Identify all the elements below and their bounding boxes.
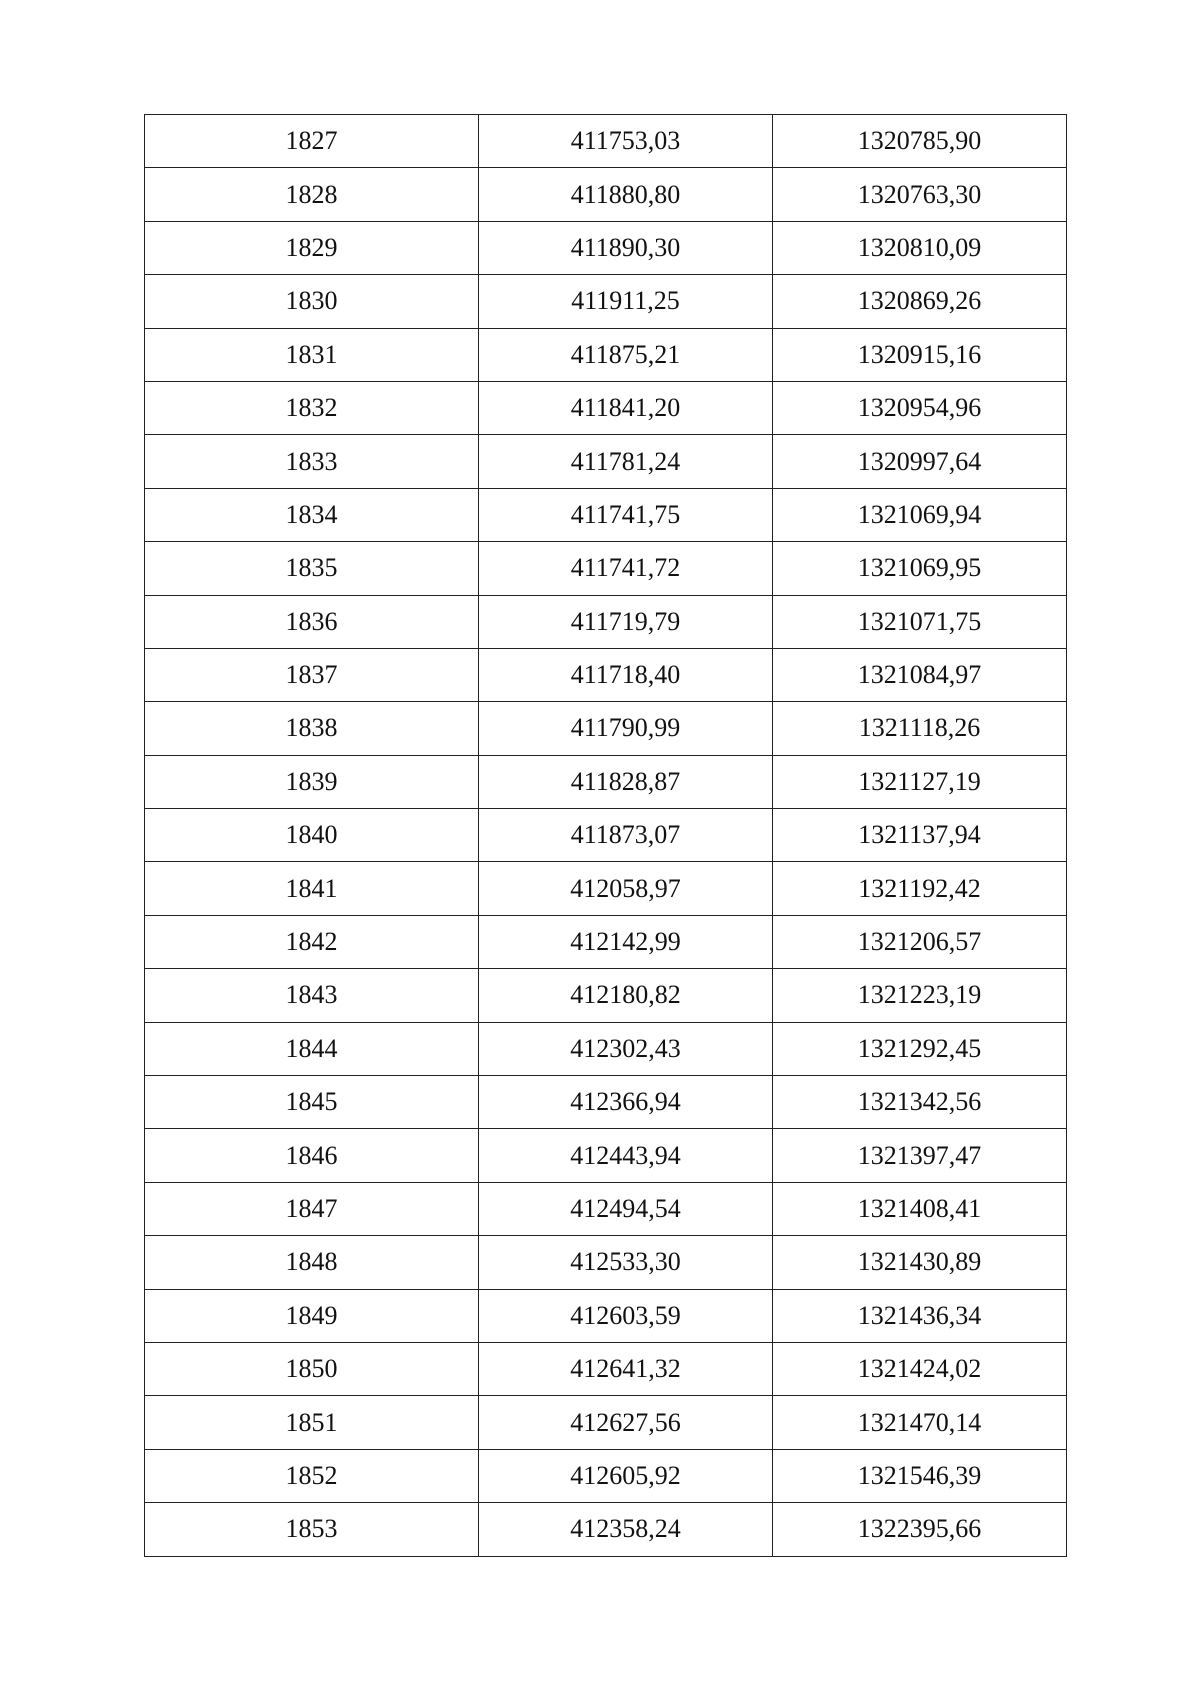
point-number-cell: 1832: [145, 381, 479, 434]
y-coordinate-cell: 1321223,19: [773, 969, 1067, 1022]
y-coordinate-cell: 1321192,42: [773, 862, 1067, 915]
x-coordinate-cell: 412058,97: [479, 862, 773, 915]
table-row: [145, 595, 1067, 648]
x-coordinate-cell: 411718,40: [479, 648, 773, 701]
point-number-cell: 1846: [145, 1129, 479, 1182]
point-number-cell: 1837: [145, 648, 479, 701]
y-coordinate-cell: 1321137,94: [773, 809, 1067, 862]
coordinates-table: [144, 114, 1067, 1557]
point-number-cell: 1844: [145, 1022, 479, 1075]
y-coordinate-cell: 1321397,47: [773, 1129, 1067, 1182]
y-coordinate-cell: 1320763,30: [773, 168, 1067, 221]
x-coordinate-cell: 411719,79: [479, 595, 773, 648]
x-coordinate-cell: 411741,75: [479, 488, 773, 541]
x-coordinate-cell: 412366,94: [479, 1076, 773, 1129]
table-row: [145, 702, 1067, 755]
x-coordinate-cell: 411875,21: [479, 328, 773, 381]
point-number-cell: 1843: [145, 969, 479, 1022]
point-number-cell: 1850: [145, 1342, 479, 1395]
x-coordinate-cell: 412533,30: [479, 1236, 773, 1289]
point-number-cell: 1833: [145, 435, 479, 488]
y-coordinate-cell: 1321118,26: [773, 702, 1067, 755]
y-coordinate-cell: 1320915,16: [773, 328, 1067, 381]
y-coordinate-cell: 1321071,75: [773, 595, 1067, 648]
table-row: [145, 755, 1067, 808]
x-coordinate-cell: 412142,99: [479, 915, 773, 968]
x-coordinate-cell: 412358,24: [479, 1503, 773, 1556]
point-number-cell: 1827: [145, 115, 479, 168]
x-coordinate-cell: 412627,56: [479, 1396, 773, 1449]
y-coordinate-cell: 1321424,02: [773, 1342, 1067, 1395]
table-row: [145, 809, 1067, 862]
x-coordinate-cell: 412603,59: [479, 1289, 773, 1342]
x-coordinate-cell: 411911,25: [479, 275, 773, 328]
y-coordinate-cell: 1321127,19: [773, 755, 1067, 808]
y-coordinate-cell: 1321430,89: [773, 1236, 1067, 1289]
x-coordinate-cell: 411790,99: [479, 702, 773, 755]
y-coordinate-cell: 1320810,09: [773, 221, 1067, 274]
x-coordinate-cell: 411781,24: [479, 435, 773, 488]
x-coordinate-cell: 411890,30: [479, 221, 773, 274]
y-coordinate-cell: 1321292,45: [773, 1022, 1067, 1075]
table-row: [145, 1182, 1067, 1235]
table-row: [145, 115, 1067, 168]
table-row: [145, 1396, 1067, 1449]
table-row: [145, 542, 1067, 595]
coordinates-table-body: [145, 115, 1067, 1557]
table-row: [145, 969, 1067, 1022]
point-number-cell: 1849: [145, 1289, 479, 1342]
table-row: [145, 488, 1067, 541]
y-coordinate-cell: 1321206,57: [773, 915, 1067, 968]
y-coordinate-cell: 1322395,66: [773, 1503, 1067, 1556]
point-number-cell: 1842: [145, 915, 479, 968]
x-coordinate-cell: 412180,82: [479, 969, 773, 1022]
y-coordinate-cell: 1320954,96: [773, 381, 1067, 434]
table-row: [145, 435, 1067, 488]
y-coordinate-cell: 1321408,41: [773, 1182, 1067, 1235]
table-row: [145, 1342, 1067, 1395]
x-coordinate-cell: 411828,87: [479, 755, 773, 808]
y-coordinate-cell: 1321342,56: [773, 1076, 1067, 1129]
y-coordinate-cell: 1321069,94: [773, 488, 1067, 541]
point-number-cell: 1852: [145, 1449, 479, 1502]
x-coordinate-cell: 411880,80: [479, 168, 773, 221]
x-coordinate-cell: 412443,94: [479, 1129, 773, 1182]
point-number-cell: 1848: [145, 1236, 479, 1289]
point-number-cell: 1838: [145, 702, 479, 755]
table-row: [145, 1289, 1067, 1342]
table-row: [145, 1236, 1067, 1289]
point-number-cell: 1828: [145, 168, 479, 221]
x-coordinate-cell: 411873,07: [479, 809, 773, 862]
table-row: [145, 1503, 1067, 1556]
point-number-cell: 1845: [145, 1076, 479, 1129]
point-number-cell: 1840: [145, 809, 479, 862]
point-number-cell: 1836: [145, 595, 479, 648]
y-coordinate-cell: 1320997,64: [773, 435, 1067, 488]
point-number-cell: 1851: [145, 1396, 479, 1449]
table-row: [145, 915, 1067, 968]
table-row: [145, 1449, 1067, 1502]
table-row: [145, 381, 1067, 434]
y-coordinate-cell: 1321546,39: [773, 1449, 1067, 1502]
point-number-cell: 1853: [145, 1503, 479, 1556]
table-row: [145, 1076, 1067, 1129]
table-row: [145, 862, 1067, 915]
point-number-cell: 1835: [145, 542, 479, 595]
point-number-cell: 1834: [145, 488, 479, 541]
x-coordinate-cell: 411753,03: [479, 115, 773, 168]
point-number-cell: 1841: [145, 862, 479, 915]
table-row: [145, 328, 1067, 381]
table-row: [145, 1022, 1067, 1075]
x-coordinate-cell: 411741,72: [479, 542, 773, 595]
x-coordinate-cell: 412302,43: [479, 1022, 773, 1075]
x-coordinate-cell: 412605,92: [479, 1449, 773, 1502]
x-coordinate-cell: 412494,54: [479, 1182, 773, 1235]
x-coordinate-cell: 412641,32: [479, 1342, 773, 1395]
y-coordinate-cell: 1320869,26: [773, 275, 1067, 328]
table-row: [145, 275, 1067, 328]
table-row: [145, 168, 1067, 221]
y-coordinate-cell: 1320785,90: [773, 115, 1067, 168]
point-number-cell: 1839: [145, 755, 479, 808]
point-number-cell: 1830: [145, 275, 479, 328]
y-coordinate-cell: 1321069,95: [773, 542, 1067, 595]
table-row: [145, 1129, 1067, 1182]
point-number-cell: 1829: [145, 221, 479, 274]
y-coordinate-cell: 1321436,34: [773, 1289, 1067, 1342]
table-row: [145, 648, 1067, 701]
table-row: [145, 221, 1067, 274]
x-coordinate-cell: 411841,20: [479, 381, 773, 434]
y-coordinate-cell: 1321084,97: [773, 648, 1067, 701]
point-number-cell: 1847: [145, 1182, 479, 1235]
y-coordinate-cell: 1321470,14: [773, 1396, 1067, 1449]
point-number-cell: 1831: [145, 328, 479, 381]
